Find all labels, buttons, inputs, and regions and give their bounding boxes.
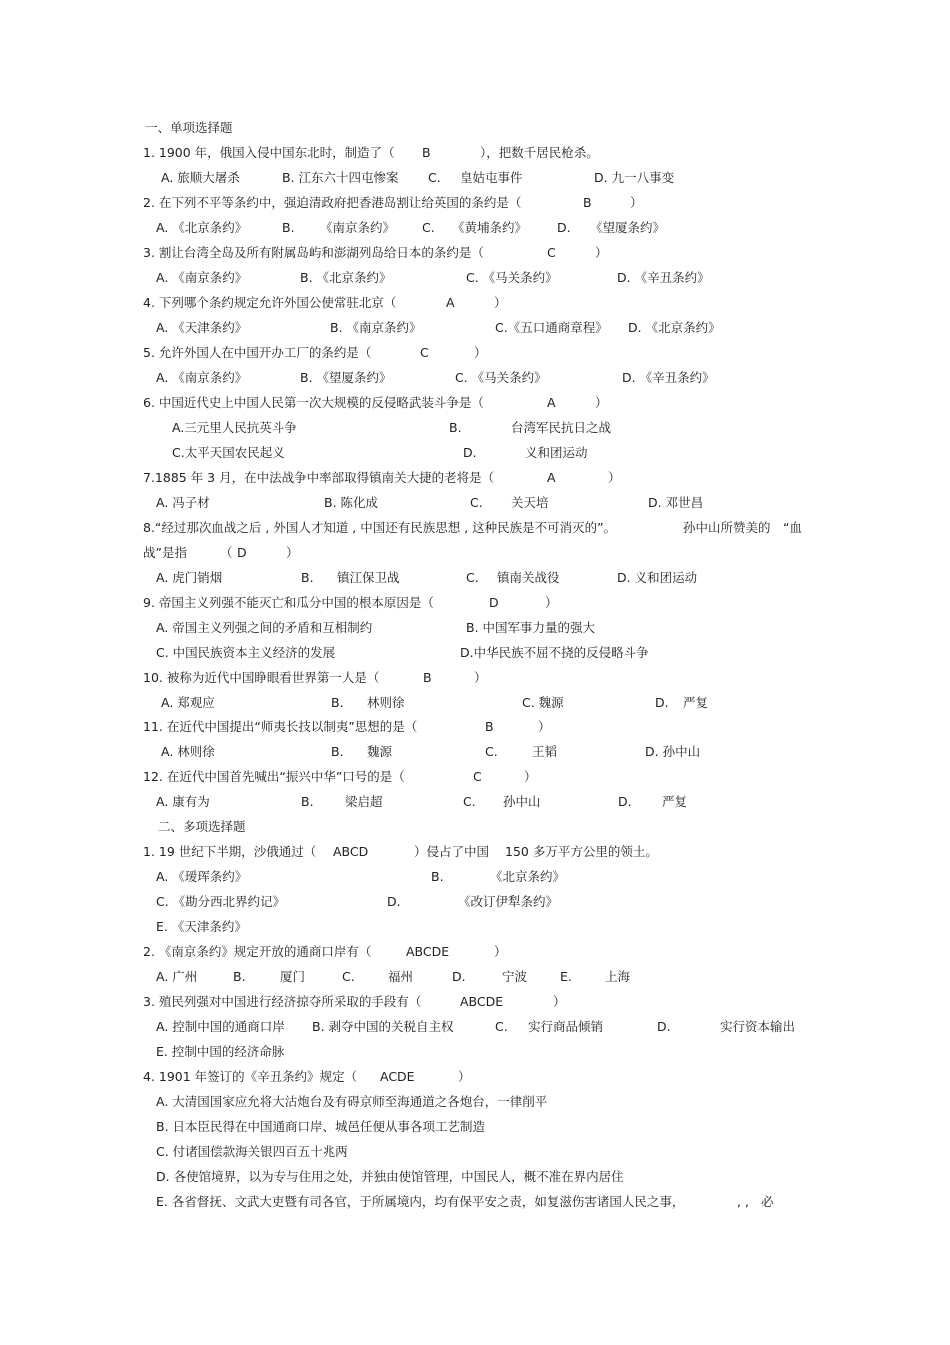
option: B. 陈化成 (324, 495, 379, 510)
option: 孙中山 (503, 794, 541, 809)
question-tail: ） (494, 944, 507, 959)
option: A. 旅顺大屠杀 (161, 170, 240, 185)
option: 林则徐 (367, 695, 405, 710)
question-tail: ） (608, 470, 621, 485)
question-stem: 9. 帝国主义列强不能灭亡和瓜分中国的根本原因是（ (143, 595, 434, 610)
option: C. (463, 794, 476, 809)
option: E. (560, 969, 572, 984)
option: C.《五口通商章程》 (495, 320, 608, 335)
answer: D (237, 545, 247, 560)
multi-question-3 (0, 992, 950, 1012)
question-stem: 2. 在下列不平等条约中，强迫清政府把香港岛割让给英国的条约是（ (143, 195, 522, 210)
section-title: 一、单项选择题 (145, 120, 233, 135)
question-tail: ） (595, 395, 608, 410)
question-tail: ） (474, 345, 487, 360)
question-8-options (0, 568, 950, 588)
question-stem: 6. 中国近代史上中国人民第一次大规模的反侵略武装斗争是（ (143, 395, 484, 410)
question-tail: ） (545, 595, 558, 610)
option: B. 江东六十四屯惨案 (282, 170, 399, 185)
question-4-options (0, 318, 950, 338)
question-tail: ） (524, 769, 537, 784)
option: A. 广州 (156, 969, 198, 984)
question-9-options-row2 (0, 643, 950, 663)
question-8-cont (0, 543, 950, 563)
option: E. 控制中国的经济命脉 (156, 1044, 285, 1059)
question-11 (0, 717, 950, 737)
multi-question-3-options-row1 (0, 1017, 950, 1037)
option: B. (233, 969, 246, 984)
answer: ABCDE (406, 944, 450, 959)
question-1 (0, 143, 950, 163)
option: 梁启超 (345, 794, 383, 809)
section-title: 二、多项选择题 (158, 819, 246, 834)
option: B. (449, 420, 462, 435)
option: 镇南关战役 (497, 570, 560, 585)
question-12-options (0, 792, 950, 812)
question-tail: ） (286, 545, 299, 560)
option: D. (655, 695, 669, 710)
question-6-options-row1 (0, 418, 950, 438)
option: 《北京条约》 (490, 869, 566, 884)
option: 严复 (662, 794, 688, 809)
option: A. 虎门销烟 (156, 570, 223, 585)
option: 关天培 (511, 495, 549, 510)
question-stem: 2. 《南京条约》规定开放的通商口岸有（ (143, 944, 372, 959)
option: 义和团运动 (525, 445, 588, 460)
answer: ABCDE (460, 994, 504, 1009)
option: B. (282, 220, 295, 235)
question-stem: 10. 被称为近代中国睁眼看世界第一人是（ (143, 670, 380, 685)
question-stem: 战”是指 (143, 545, 187, 560)
option: A. 大清国国家应允将大沽炮台及有碍京师至海通道之各炮台，一律削平 (156, 1094, 548, 1109)
answer: D (489, 595, 499, 610)
question-9 (0, 593, 950, 613)
question-5 (0, 343, 950, 363)
option: C. (470, 495, 483, 510)
option: A. 《北京条约》 (156, 220, 248, 235)
option: D. 《辛丑条约》 (617, 270, 710, 285)
multi-question-4-option-d (0, 1167, 950, 1187)
option: D. 《北京条约》 (628, 320, 721, 335)
option: A. 郑观应 (161, 695, 215, 710)
option: A. 冯子材 (156, 495, 210, 510)
answer: A (446, 295, 455, 310)
option: C. (422, 220, 435, 235)
option: 上海 (605, 969, 631, 984)
question-tail: ） (595, 245, 608, 260)
question-tail: ） (553, 994, 566, 1009)
question-6-options-row2 (0, 443, 950, 463)
question-tail: ） (458, 1069, 471, 1084)
option: 魏源 (367, 744, 393, 759)
question-stem: 1. 19 世纪下半期，沙俄通过（ (143, 844, 317, 859)
question-7 (0, 468, 950, 488)
option: C. (342, 969, 355, 984)
option: 《改订伊犁条约》 (458, 894, 559, 909)
option: C. 《马关条约》 (455, 370, 547, 385)
option: D. 各使馆境界，以为专与住用之处，并独由使馆管理，中国民人，概不准在界内居住 (156, 1169, 624, 1184)
question-stem: 4. 1901 年签订的《辛丑条约》规定（ (143, 1069, 358, 1084)
section-heading-multi-choice (0, 817, 950, 837)
option: D. (452, 969, 466, 984)
question-stem: 7.1885 年 3 月，在中法战争中率部取得镇南关大捷的老将是（ (143, 470, 495, 485)
option: C. 中国民族资本主义经济的发展 (156, 645, 336, 660)
multi-question-3-options-row2 (0, 1042, 950, 1062)
option: B. (301, 570, 314, 585)
answer: B (583, 195, 592, 210)
section-heading-single-choice (0, 118, 950, 138)
option: 《黄埔条约》 (452, 220, 528, 235)
multi-question-4-option-a (0, 1092, 950, 1112)
option: 《南京条约》 (320, 220, 396, 235)
option: A. 康有为 (156, 794, 210, 809)
option: B. 《北京条约》 (300, 270, 392, 285)
answer: A (547, 470, 556, 485)
option: 《望厦条约》 (590, 220, 666, 235)
question-stem: “血 (783, 520, 802, 535)
option: D. (657, 1019, 671, 1034)
option: C.太平天国农民起义 (172, 445, 285, 460)
option: B. 中国军事力量的强大 (466, 620, 596, 635)
question-tail: ），把数千居民枪杀。 (480, 145, 599, 160)
multi-question-4-option-c (0, 1142, 950, 1162)
multi-question-4-option-b (0, 1117, 950, 1137)
question-1-options (0, 168, 950, 188)
option: D.中华民族不屈不挠的反侵略斗争 (460, 645, 649, 660)
option: B. (331, 695, 344, 710)
multi-question-1 (0, 842, 950, 862)
question-stem: 8.“经过那次血战之后 , 外国人才知道 , 中国还有民族思想 , 这种民族是不可消灭的”。 (143, 520, 617, 535)
option: 宁波 (502, 969, 528, 984)
question-stem: 12. 在近代中国首先喊出“振兴中华”口号的是（ (143, 769, 405, 784)
question-stem: 3. 割让台湾全岛及所有附属岛屿和澎湖列岛给日本的条约是（ (143, 245, 484, 260)
question-stem: 3. 殖民列强对中国进行经济掠夺所采取的手段有（ (143, 994, 422, 1009)
question-11-options (0, 742, 950, 762)
option: D. (387, 894, 401, 909)
option: C. 魏源 (522, 695, 564, 710)
answer: C (473, 769, 482, 784)
question-tail: ） (494, 295, 507, 310)
option: C. 《勘分西北界约记》 (156, 894, 286, 909)
option: C. 《马关条约》 (466, 270, 558, 285)
question-3-options (0, 268, 950, 288)
multi-question-2-options (0, 967, 950, 987)
option: E. 各省督抚、文武大吏暨有司各官，于所属境内，均有保平安之责，如复滋伤害诸国人民之事， (156, 1194, 685, 1209)
answer: ACDE (380, 1069, 415, 1084)
option: A. 《南京条约》 (156, 270, 248, 285)
option: 镇江保卫战 (337, 570, 400, 585)
option: C. (428, 170, 441, 185)
option: B. 日本臣民得在中国通商口岸、城邑任便从事各项工艺制造 (156, 1119, 486, 1134)
multi-question-4 (0, 1067, 950, 1087)
multi-question-1-options-row1 (0, 867, 950, 887)
question-8 (0, 518, 950, 538)
option: A. 帝国主义列强之间的矛盾和互相制约 (156, 620, 373, 635)
option: B. 剥夺中国的关税自主权 (312, 1019, 454, 1034)
question-5-options (0, 368, 950, 388)
option: B. (331, 744, 344, 759)
option: D. 邓世昌 (648, 495, 704, 510)
option: A. 《天津条约》 (156, 320, 248, 335)
multi-question-1-options-row3 (0, 917, 950, 937)
option: B. (431, 869, 444, 884)
option: B. 《望厦条约》 (300, 370, 392, 385)
option: 王韬 (532, 744, 558, 759)
question-3 (0, 243, 950, 263)
option: 实行资本输出 (720, 1019, 796, 1034)
multi-question-2 (0, 942, 950, 962)
option: A. 《南京条约》 (156, 370, 248, 385)
option: D. 孙中山 (645, 744, 701, 759)
option: C. 付诸国偿款海关银四百五十兆两 (156, 1144, 348, 1159)
option: C. (485, 744, 498, 759)
question-6 (0, 393, 950, 413)
option: D. 义和团运动 (617, 570, 698, 585)
multi-question-1-options-row2 (0, 892, 950, 912)
option: A. 《瑷珲条约》 (156, 869, 248, 884)
question-10 (0, 668, 950, 688)
question-tail: ） (538, 719, 551, 734)
option: A. 林则徐 (161, 744, 215, 759)
option: C. (466, 570, 479, 585)
option: B. 《南京条约》 (330, 320, 422, 335)
answer: B (423, 670, 432, 685)
option: A.三元里人民抗英斗争 (172, 420, 297, 435)
answer: A (547, 395, 556, 410)
option: C. (495, 1019, 508, 1034)
multi-question-4-option-e (0, 1192, 950, 1212)
option: D. (618, 794, 632, 809)
answer: B (422, 145, 431, 160)
question-tail: 150 多万平方公里的领土。 (505, 844, 658, 859)
option: B. (301, 794, 314, 809)
question-tail: ） (474, 670, 487, 685)
question-stem: 1. 1900 年，俄国入侵中国东北时，制造了（ (143, 145, 395, 160)
question-stem: 4. 下列哪个条约规定允许外国公使常驻北京（ (143, 295, 397, 310)
option: D. 《辛丑条约》 (622, 370, 715, 385)
question-10-options (0, 693, 950, 713)
option: D. 九一八事变 (594, 170, 675, 185)
option: D. (463, 445, 477, 460)
question-12 (0, 767, 950, 787)
option: 台湾军民抗日之战 (511, 420, 612, 435)
answer: ABCD (333, 844, 369, 859)
option-fragment: 必 (761, 1194, 774, 1209)
question-stem: 11. 在近代中国提出“师夷长技以制夷”思想的是（ (143, 719, 418, 734)
question-2-options (0, 218, 950, 238)
option: E. 《天津条约》 (156, 919, 247, 934)
question-4 (0, 293, 950, 313)
option: 厦门 (280, 969, 306, 984)
option-fragment: , , (737, 1194, 749, 1209)
answer: C (547, 245, 556, 260)
option: 福州 (388, 969, 414, 984)
answer: B (485, 719, 494, 734)
question-tail: ）侵占了中国 (414, 844, 490, 859)
option: A. 控制中国的通商口岸 (156, 1019, 285, 1034)
option: 皇姑屯事件 (460, 170, 523, 185)
question-9-options-row1 (0, 618, 950, 638)
answer: C (420, 345, 429, 360)
question-stem: 5. 允许外国人在中国开办工厂的条约是（ (143, 345, 372, 360)
question-stem: 孙中山所赞美的 (683, 520, 771, 535)
question-2 (0, 193, 950, 213)
question-7-options (0, 493, 950, 513)
option: D. (557, 220, 571, 235)
option: 严复 (683, 695, 709, 710)
question-stem: （ (220, 545, 233, 560)
option: 实行商品倾销 (528, 1019, 604, 1034)
question-tail: ） (630, 195, 643, 210)
